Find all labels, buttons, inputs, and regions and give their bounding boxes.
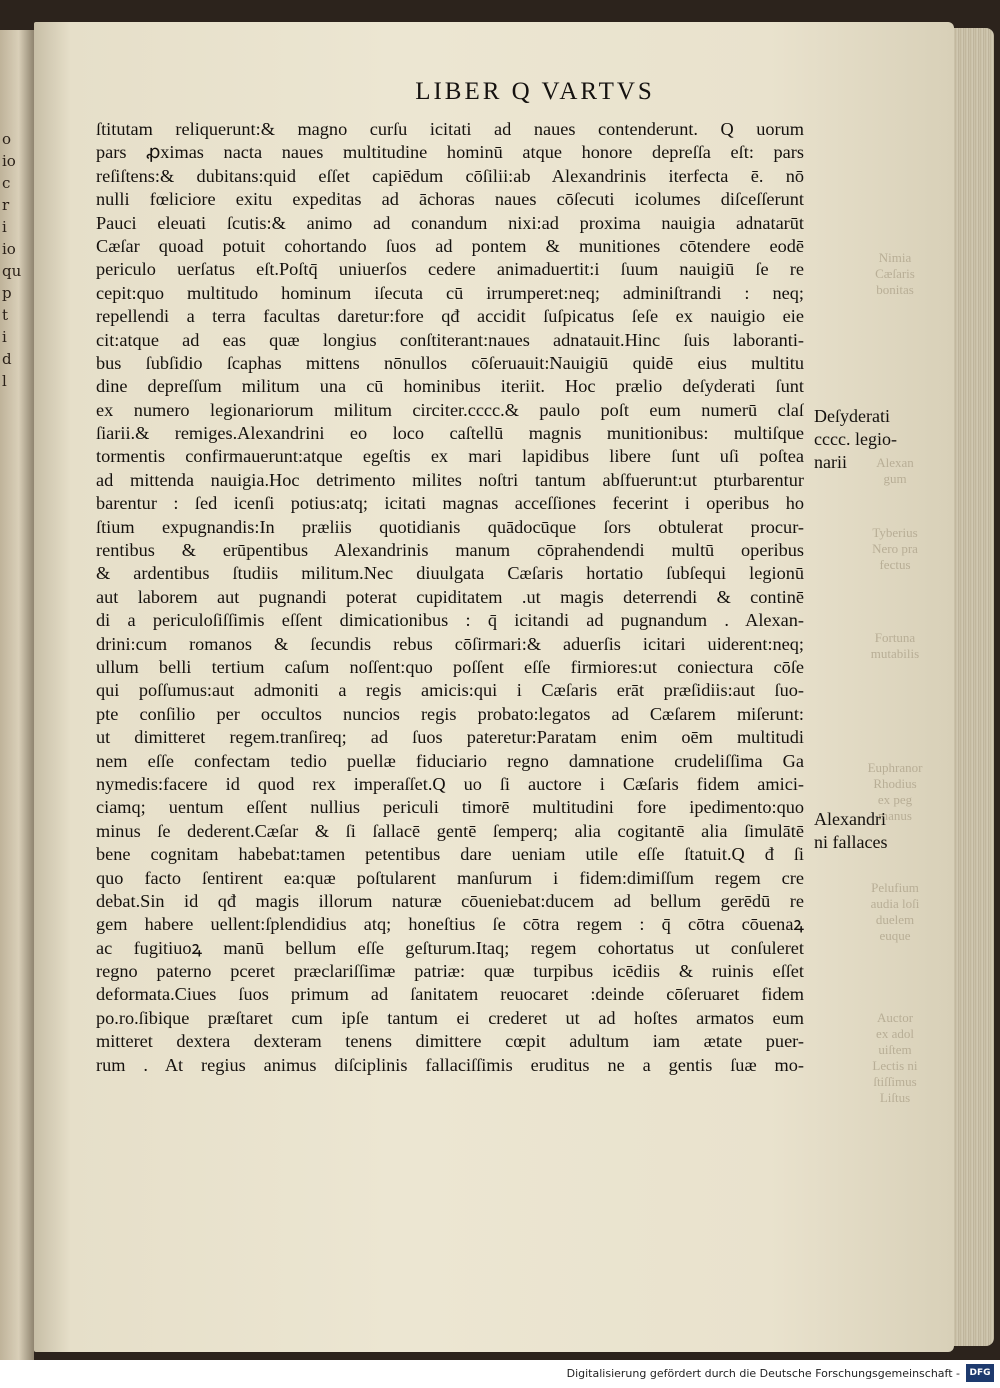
left-page-fragment: r (2, 196, 10, 214)
text-line: gem habere uellent:ſplendidius atq; honeſtius ſe cōtra regem : q̄ cōtra cōuenaꝝ (96, 914, 804, 935)
marginal-line: ni fallaces (814, 832, 888, 852)
ghost-line: manus (878, 808, 912, 823)
ghost-line: Pelufium (871, 880, 919, 895)
ghost-note (850, 630, 940, 662)
text-line: ut dimitteret regem.tranſireq; ad ſuos pateretur:Paratam enim oēm multitudi (96, 727, 804, 748)
body-text (96, 118, 804, 1077)
left-page-fragment: d (2, 350, 12, 368)
footer-credit: Digitalisierung gefördert durch die Deutsche Forschungsgemeinschaft - (566, 1367, 960, 1380)
text-line: repellendi a terra facultas daretur:fore qđ accidit ſuſpicatus ſeſe ex nauigio eie (96, 306, 804, 327)
text-line: bus ſubſidio ſcaphas mittens nōnullos cōſeruauit:Nauigiū quidē eius multitu (96, 352, 804, 373)
text-line: ac fugitiuoꝝ manū bellum eſſe geſturum.Itaq; regem cohortatus ut conſuleret (96, 937, 804, 958)
ghost-line: ex adol (876, 1026, 914, 1041)
ghost-line: gum (883, 471, 907, 486)
text-line: debat.Sin id qđ magis illorum naturæ cōueniebat:ducem ad bellum gerēdū re (96, 890, 804, 911)
text-line: reſiſtens:& dubitans:quid eſſet capiēdum cōſilii:ab Alexandrinis iterfecta ē. nō (96, 165, 804, 186)
text-line: drini:cum romanos & ſecundis rebus cōſirmari:& aduerſis icitari uiderent:neq; (96, 633, 804, 654)
text-line: deformata.Ciues ſuos primum ad ſanitatem reuocaret :deinde cōſeruaret fidem (96, 984, 804, 1005)
text-line: ad mittenda nauigia.Hoc detrimento milites noſtri tantum abſfuerunt:ut pturbarentur (96, 469, 804, 490)
ghost-note (850, 250, 940, 298)
left-page-fragment: o (2, 130, 12, 148)
marginal-line: Alexandri (814, 809, 886, 829)
text-line: pte conſilio per occultos nuncios regis probato:legatos ad Cæſarem miſerunt: (96, 703, 804, 724)
text-line: nymedis:facere id quod rex imperaſſet.Q uo ſi auctore i Cæſaris fidem amici- (96, 773, 804, 794)
ghost-line: Alexan (876, 455, 914, 470)
text-line: cepit:quo multitudo hominum iſecuta cū irrumperet:neq; adminiſtrandi : neq; (96, 282, 804, 303)
ghost-note (850, 525, 940, 573)
left-page-fragment: p (2, 284, 12, 302)
text-line: ſtitutam reliquerunt:& magno curſu icitati ad naues contenderunt. Q uorum (96, 119, 804, 139)
ghost-line: Fortuna (874, 630, 916, 645)
ghost-line: duelem (875, 912, 915, 927)
marginal-line: narii (814, 452, 847, 472)
left-page-fragment: i (2, 218, 7, 236)
text-line: qui poſſumus:aut admoniti a regis amicis:qui i Cæſaris erāt præſidiis:aut ſuo- (96, 680, 804, 701)
page-stack-edge (954, 28, 994, 1346)
text-line: mitteret dextera dexteram tenens dimittere cœpit adultum iam ætate puer- (96, 1031, 804, 1052)
left-page-fragment: qu (2, 262, 22, 280)
text-line: ullum belli tertium caſum noſſent:quo poſſent eſſe firmiores:ut coniectura cōſe (96, 656, 804, 677)
left-page-fragment: io (2, 240, 16, 258)
text-line: ciamq; uentum eſſent nullius periculi timorē multitudini fore ipedimento:quo (96, 797, 804, 818)
text-line: rentibus & erūpentibus Alexandrinis manum cōprahendendi multū operibus (96, 540, 804, 561)
text-line: pars ꝓximas nacta naues multitudine hominū atque honore depreſſa eſt: pars (96, 142, 804, 163)
text-line: cit:atque ad eas quæ longius conſtiterant:naues adnatauit.Hinc ſuis laboranti- (96, 329, 804, 350)
ghost-line: fectus (879, 557, 911, 572)
ghost-line: Tyberius (872, 525, 918, 540)
left-page-fragment: i (2, 328, 7, 346)
text-line: po.ro.ſibique præſtaret cum ipſe tantum ei crederet ut ad hoſtes armatos eum (96, 1007, 804, 1028)
marginal-note-alexandrini (814, 808, 944, 854)
marginal-line: Deſyderati (814, 406, 890, 426)
text-line: ex numero legionariorum militum circiter.cccc.& paulo poſt eum numerū claſ (96, 399, 804, 420)
text-line: dine depreſſum militum una cū hominibus iteriit. Hoc prælio deſyderati ſunt (96, 376, 804, 397)
text-line: nem eſſe confectam tedio puellæ fiduciario regno damnatione crudeliſſima Ga (96, 750, 804, 771)
text-line: nulli fœliciore exitu expeditas ad āchoras naues cōſecuti icolumes diſceſſerunt (96, 189, 804, 210)
ghost-line: Euphranor (867, 760, 923, 775)
left-page-edge (0, 30, 34, 1360)
text-line: ſtium expugnandis:In præliis quotidianis quādocūque ſors obtulerat procur- (96, 516, 804, 537)
text-line: rum . At regius animus diſciplinis fallaciſſimis eruditus ne a gentis ſuæ mo- (96, 1054, 804, 1075)
ghost-line: ex peg (877, 792, 913, 807)
text-line: di a periculoſiſſimis eſſent dimicationibus : q̄ icitandi ad pugnandum . Alexan- (96, 610, 804, 631)
text-line: aut laborem aut pugnandi poterat cupiditatem .ut magis deterrendi & continē (96, 586, 804, 607)
text-line: minus ſe dederent.Cæſar & ſi ſallacē gentē ſemperq; alia cogitantē alia ſimulātē (96, 820, 804, 841)
left-page-fragment: l (2, 372, 7, 390)
text-line: Cæſar quoad potuit cohortando ſuos ad pontem & munitiones cōtendere eodē (96, 235, 804, 256)
running-head: LIBER Q VARTVS (415, 78, 655, 105)
text-line: regno paterno pceret præclariſſimæ patriæ: quæ turpibus icēdiis & ruinis eſſet (96, 961, 804, 982)
ghost-line: Cæſaris (875, 266, 915, 281)
ghost-line: Nimia (878, 250, 912, 265)
footer-bar (0, 1360, 1000, 1388)
ghost-note (850, 880, 940, 944)
ghost-line: Nero pra (872, 541, 918, 556)
text-line: ſiarii.& remiges.Alexandrini eo loco caſtellū magnis munitionibus: multiſque (96, 423, 804, 444)
text-line: tormentis confirmauerunt:atque egeſtis ex mari lapidibus libere ſunt uſi poſtea (96, 446, 804, 467)
ghost-line: uiſtem (878, 1042, 912, 1057)
ghost-note (850, 1010, 940, 1106)
text-line: quo facto ſentirent ea:quæ poſtularent manſurum i fidem:dimiſſum regem cre (96, 867, 804, 888)
ghost-line: Rhodius (873, 776, 917, 791)
text-line: barentur : ſed icenſi potius:atq; icitati magnas acceſſiones fecerint i operibus ho (96, 493, 804, 514)
left-page-fragment: c (2, 174, 11, 192)
ghost-line: euque (879, 928, 911, 943)
ghost-line: ſtiſſimus (873, 1074, 917, 1089)
marginal-line: cccc. legio- (814, 429, 897, 449)
text-line: periculo uerſatus eſt.Poſtq̄ uniuerſos cedere animaduertit:i ſuum nauigiū ſe re (96, 259, 804, 280)
left-page-fragment: t (2, 306, 9, 324)
ghost-line: Liſtus (879, 1090, 911, 1105)
text-line: Pauci eleuati ſcutis:& animo ad conandum nixi:ad proxima nauigia adnatarūt (96, 212, 804, 233)
left-page-fragment: io (2, 152, 16, 170)
text-line: & ardentibus ſtudiis militum.Nec diuulgata Cæſaris hortatio ſubſequi legionū (96, 563, 804, 584)
text-line: bene cognitam habebat:tamen petentibus dare ueniam utile eſſe ſtatuit.Q đ ſi (96, 844, 804, 865)
ghost-line: mutabilis (870, 646, 920, 661)
ghost-line: audia loſi (870, 896, 920, 911)
dfg-logo: DFG (966, 1364, 994, 1382)
ghost-line: Auctor (876, 1010, 914, 1025)
ghost-line: bonitas (876, 282, 914, 297)
ghost-line: Lectis ni (872, 1058, 918, 1073)
marginal-note-desyderati (814, 405, 944, 474)
